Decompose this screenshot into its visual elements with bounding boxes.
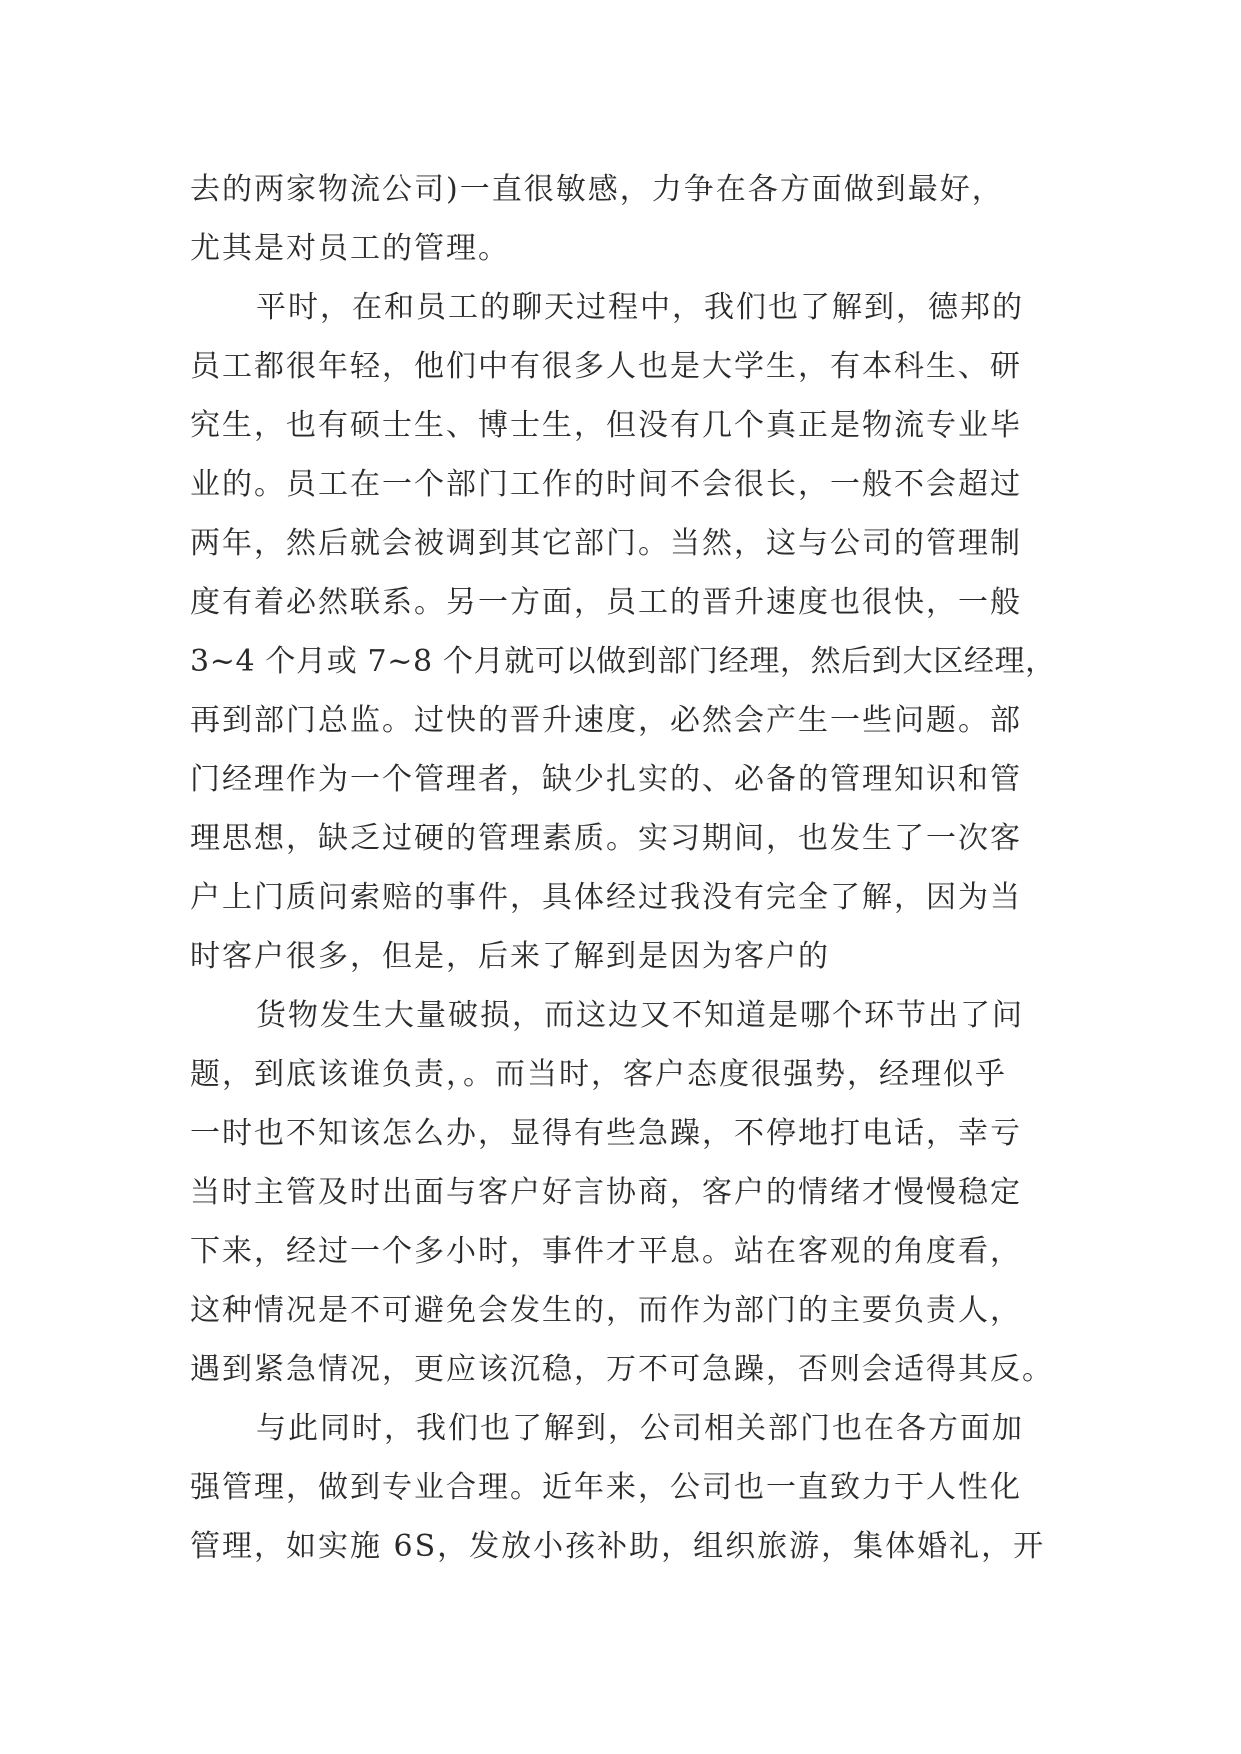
text-line: 门经理作为一个管理者，缺少扎实的、必备的管理知识和管 <box>190 762 1022 797</box>
text-line: 货物发生大量破损，而这边又不知道是哪个环节出了问 <box>256 998 1024 1033</box>
body-text <box>190 160 1060 1576</box>
text-line: 度有着必然联系。另一方面，员工的晋升速度也很快，一般 <box>190 585 1022 620</box>
text-line: 遇到紧急情况，更应该沉稳，万不可急躁，否则会适得其反。 <box>190 1352 1054 1387</box>
text-line: 再到部门总监。过快的晋升速度，必然会产生一些问题。部 <box>190 703 1022 738</box>
text-line: 员工都很年轻，他们中有很多人也是大学生，有本科生、研 <box>190 349 1022 384</box>
text-line: 强管理，做到专业合理。近年来，公司也一直致力于人性化 <box>190 1470 1022 1505</box>
text-line: 这种情况是不可避免会发生的，而作为部门的主要负责人， <box>190 1293 1022 1328</box>
text-line: 两年，然后就会被调到其它部门。当然，这与公司的管理制 <box>190 526 1022 561</box>
text-line: 时客户很多，但是，后来了解到是因为客户的 <box>190 939 830 974</box>
text-line: 户上门质问索赔的事件，具体经过我没有完全了解，因为当 <box>190 880 1022 915</box>
text-line: 尤其是对员工的管理。 <box>190 231 510 266</box>
text-line: 一时也不知该怎么办，显得有些急躁，不停地打电话，幸亏 <box>190 1116 1022 1151</box>
text-line: 理思想，缺乏过硬的管理素质。实习期间，也发生了一次客 <box>190 821 1022 856</box>
text-line: 平时，在和员工的聊天过程中，我们也了解到，德邦的 <box>256 290 1024 325</box>
text-line: 究生，也有硕士生、博士生，但没有几个真正是物流专业毕 <box>190 408 1022 443</box>
text-line: 题，到底该谁负责，。而当时，客户态度很强势，经理似乎 <box>190 1057 1007 1092</box>
text-line: 去的两家物流公司)一直很敏感，力争在各方面做到最好， <box>190 172 1004 207</box>
text-line: 3~4 个月或 7~8 个月就可以做到部门经理，然后到大区经理， <box>190 644 1056 679</box>
text-line: 管理，如实施 6S，发放小孩补助，组织旅游，集体婚礼，开 <box>190 1529 1046 1564</box>
text-line: 业的。员工在一个部门工作的时间不会很长，一般不会超过 <box>190 467 1022 502</box>
text-line: 下来，经过一个多小时，事件才平息。站在客观的角度看， <box>190 1234 1022 1269</box>
text-line: 当时主管及时出面与客户好言协商，客户的情绪才慢慢稳定 <box>190 1175 1022 1210</box>
text-line: 与此同时，我们也了解到，公司相关部门也在各方面加 <box>256 1411 1024 1446</box>
